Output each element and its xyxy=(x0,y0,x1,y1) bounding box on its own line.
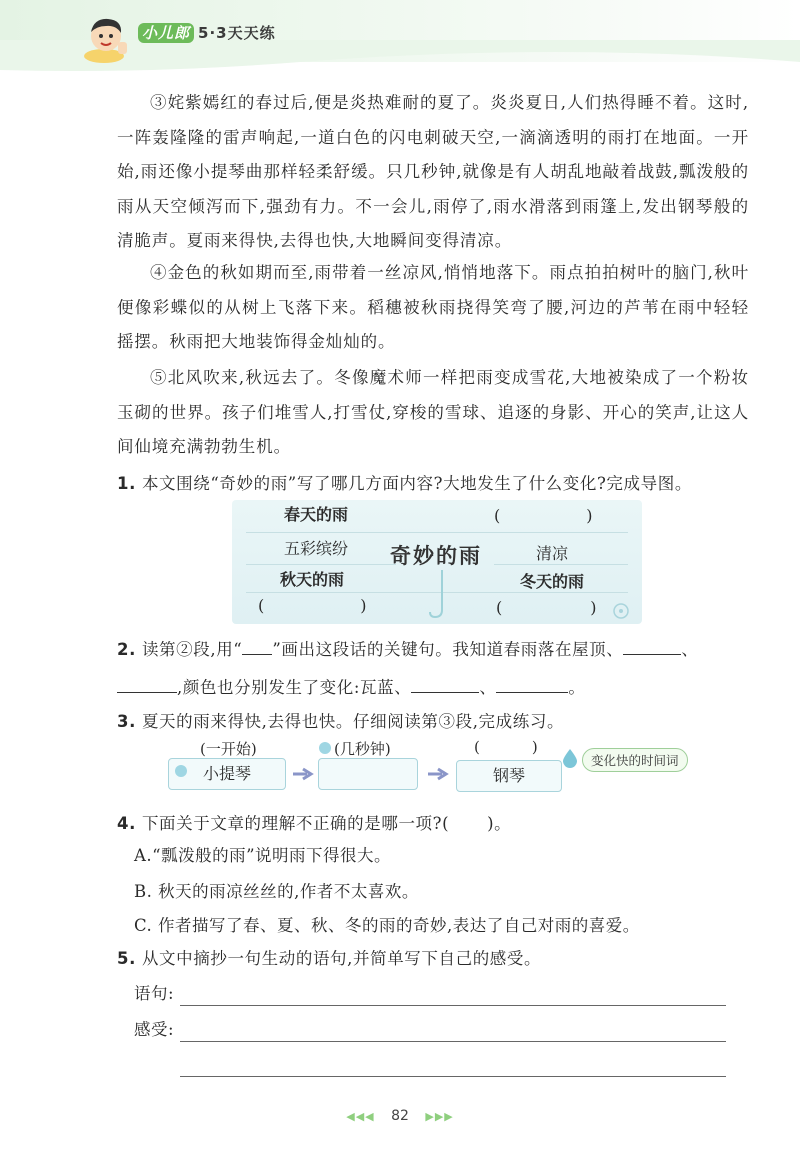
q4-text-a: 下面关于文章的理解不正确的是哪一项?( xyxy=(141,814,450,833)
mm-winter-blank[interactable] xyxy=(496,598,597,617)
q4-text-b: )。 xyxy=(487,814,512,833)
q3-label-first: (一开始) xyxy=(200,740,257,758)
q1-text: 本文围绕“奇妙的雨”写了哪几方面内容?大地发生了什么变化?完成导图。 xyxy=(141,474,692,493)
q2-blank-4[interactable] xyxy=(496,678,568,693)
q3-text: 夏天的雨来得快,去得也快。仔细阅读第③段,完成练习。 xyxy=(141,712,565,731)
footer-right-arrows: ▶▶▶ xyxy=(425,1110,454,1123)
q4-option-a[interactable]: A.“瓢泼般的雨”说明雨下得很大。 xyxy=(134,846,392,865)
q3-label-third-blank[interactable] xyxy=(474,738,538,756)
arrow-right-icon xyxy=(291,766,315,782)
q2-line2-b: 、 xyxy=(479,678,497,697)
mm-spring: 春天的雨 xyxy=(284,505,349,524)
q4-option-b[interactable]: B. 秋天的雨凉丝丝的,作者不太喜欢。 xyxy=(134,882,419,901)
mm-winter: 冬天的雨 xyxy=(520,572,585,591)
mm-spring-change: 五彩缤纷 xyxy=(284,539,349,558)
page-number: 82 xyxy=(391,1108,409,1124)
q3-number: 3. xyxy=(117,712,136,731)
q2-mark-blank[interactable] xyxy=(242,640,272,655)
q4-number: 4. xyxy=(117,814,136,833)
q2-line1-a: 读第②段,用“ xyxy=(141,640,243,659)
q3-paren-left: ( xyxy=(474,738,480,756)
mm-paren-right-3: ) xyxy=(590,598,597,617)
para-4-text: ④金色的秋如期而至,雨带着一丝凉风,悄悄地落下。雨点拍拍树叶的脑门,秋叶便像彩蝶似的从树上飞落下来。稻穗被秋雨挠得笑弯了腰,河边的芦苇在雨中轻轻摇摆。秋雨把大地装饰得金灿灿的。 xyxy=(117,263,749,351)
mm-line-mid-right xyxy=(494,564,628,565)
mm-paren-left-3: ( xyxy=(496,598,503,617)
question-2 xyxy=(117,636,699,660)
q5-feeling-line-2[interactable] xyxy=(180,1076,726,1077)
mascot-icon xyxy=(82,14,134,64)
arrow-right-icon-2 xyxy=(426,766,450,782)
q5-text: 从文中摘抄一句生动的语句,并简单写下自己的感受。 xyxy=(141,949,542,968)
q3-label-second: (几秒钟) xyxy=(334,740,391,758)
para-3-text: ③姹紫嫣红的春过后,便是炎热难耐的夏了。炎炎夏日,人们热得睡不着。这时,一阵轰隆隆的雷声响起,一道白色的闪电刺破天空,一滴滴透明的雨打在地面。一开始,雨还像小提琴曲那样轻柔舒缓。只几秒钟,就像是有人胡乱地敲着战鼓,瓢泼般的雨从天空倾泻而下,强劲有力。不一会儿,雨停了,雨水滑落到雨篷上,发出钢琴般的清脆声。夏雨来得快,去得也快,大地瞬间变得清凉。 xyxy=(117,93,749,250)
water-drop-icon xyxy=(174,764,188,778)
q5-number: 5. xyxy=(117,949,136,968)
brand-title xyxy=(138,22,276,43)
q2-blank-1[interactable] xyxy=(623,640,681,655)
water-drop-icon-2 xyxy=(318,741,332,755)
mm-autumn-blank[interactable] xyxy=(258,596,367,615)
q3-box-blank[interactable] xyxy=(318,758,418,790)
mm-paren-right: ) xyxy=(586,506,593,525)
para-5-text: ⑤北风吹来,秋远去了。冬像魔术师一样把雨变成雪花,大地被染成了一个粉妆玉砌的世界。孩子们堆雪人,打雪仗,穿梭的雪球、追逐的身影、开心的笑声,让这人间仙境充满勃勃生机。 xyxy=(117,368,749,456)
mm-summer-change: 清凉 xyxy=(536,544,569,563)
water-drop-icon-3 xyxy=(560,748,580,768)
question-4 xyxy=(117,810,511,834)
q2-line1-c: 、 xyxy=(681,640,699,659)
q3-hint-tag: 变化快的时间词 xyxy=(582,748,688,772)
mm-autumn: 秋天的雨 xyxy=(280,570,345,589)
page-footer xyxy=(0,1108,800,1124)
brand-series: 5·3天天练 xyxy=(198,24,276,42)
q2-line2-a: ,颜色也分别发生了变化:瓦蓝、 xyxy=(177,678,412,697)
question-2-line-2 xyxy=(117,674,586,698)
q2-number: 2. xyxy=(117,640,136,659)
mm-center-title: 奇妙的雨 xyxy=(390,544,482,568)
passage-para-4 xyxy=(117,256,749,360)
umbrella-icon xyxy=(422,570,462,620)
mm-summer-blank[interactable] xyxy=(494,506,593,525)
mm-paren-left-2: ( xyxy=(258,596,265,615)
question-5 xyxy=(117,945,541,969)
q5-sentence-label: 语句: xyxy=(134,984,175,1003)
q5-sentence-line[interactable] xyxy=(180,1005,726,1006)
q5-feeling-label: 感受: xyxy=(134,1020,175,1039)
passage-para-5 xyxy=(117,361,749,465)
mind-map xyxy=(232,500,642,624)
footer-left-arrows: ◀◀◀ xyxy=(346,1110,375,1123)
question-1 xyxy=(117,470,692,494)
q2-blank-3[interactable] xyxy=(411,678,479,693)
flower-icon xyxy=(612,602,630,620)
q2-line1-b: ”画出这段话的关键句。我知道春雨落在屋顶、 xyxy=(272,640,624,659)
q3-box-piano: 钢琴 xyxy=(456,760,562,792)
q4-option-c[interactable]: C. 作者描写了春、夏、秋、冬的雨的奇妙,表达了自己对雨的喜爱。 xyxy=(134,916,640,935)
mm-line-top xyxy=(246,532,628,533)
mm-paren-right-2: ) xyxy=(360,596,367,615)
q2-line2-c: 。 xyxy=(568,678,586,697)
q5-feeling-line-1[interactable] xyxy=(180,1041,726,1042)
question-3 xyxy=(117,708,564,732)
q3-box-violin: 小提琴 xyxy=(168,758,286,790)
brand-name: 小儿郎 xyxy=(138,23,194,43)
q3-paren-right: ) xyxy=(531,738,538,756)
mm-line-mid-left xyxy=(246,564,396,565)
mm-paren-left: ( xyxy=(494,506,501,525)
passage-para-3 xyxy=(117,86,749,259)
q2-blank-2[interactable] xyxy=(117,678,177,693)
q1-number: 1. xyxy=(117,474,136,493)
